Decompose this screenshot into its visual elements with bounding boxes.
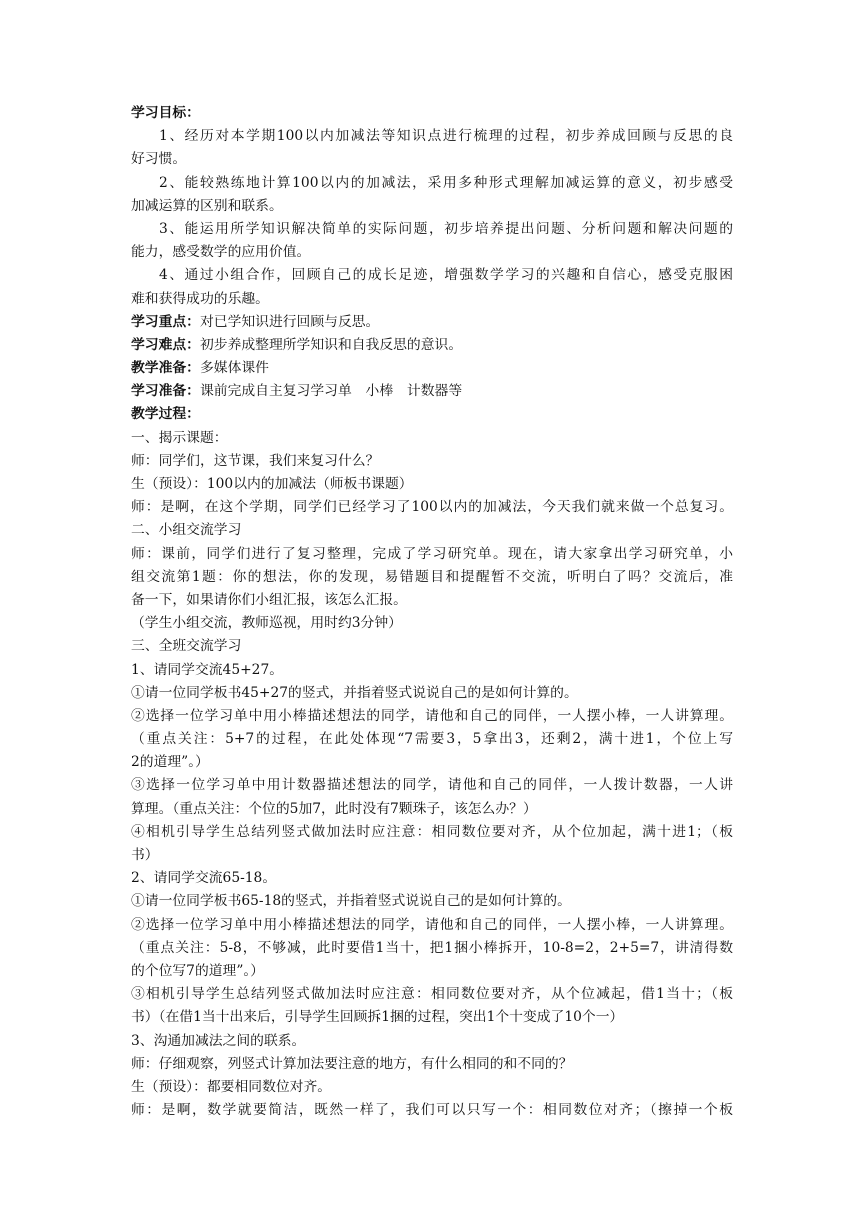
part-1-line-7: ④相机引导学生总结列竖式做加法时应注意：相同数位要对齐，从个位加起，满十进1；（板 bbox=[131, 823, 733, 840]
part-1-line-1: ①请一位同学板书45+27的竖式，并指着竖式说说自己的是如何计算的。 bbox=[131, 684, 578, 701]
process-heading: 教学过程： bbox=[131, 406, 200, 423]
goal-2-line-2: 加减运算的区别和联系。 bbox=[131, 197, 283, 214]
difficulty-row bbox=[131, 334, 733, 357]
part-3-line-3: 师：是啊，数学就要简洁，既然一样了，我们可以只写一个：相同数位对齐；（擦掉一个板 bbox=[131, 1102, 733, 1119]
part-1-title: 1、请同学交流45+27。 bbox=[131, 661, 284, 678]
section-2-line-2: 组交流第1题：你的想法，你的发现，易错题目和提醒暂不交流，听明白了吗？交流后，准 bbox=[131, 568, 733, 585]
study-prep-label: 学习准备： bbox=[131, 383, 200, 400]
part-1-line-4: 2的道理”。） bbox=[131, 754, 209, 771]
part-1-line-5: ③选择一位学习单中用计数器描述想法的同学，请他和自己的同伴，一人拨计数器，一人讲 bbox=[131, 777, 733, 794]
section-3-title: 三、全班交流学习 bbox=[131, 638, 242, 655]
part-3-line-1: 师：仔细观察，列竖式计算加法要注意的地方，有什么相同的和不同的？ bbox=[131, 1055, 573, 1072]
part-2-line-4: 的个位写7的道理”。） bbox=[131, 962, 265, 979]
section-2-line-3: 备一下，如果请你们小组汇报，该怎么汇报。 bbox=[131, 591, 407, 608]
goal-4-line-1: 4、通过小组合作，回顾自己的成长足迹，增强数学学习的兴趣和自信心，感受克服困 bbox=[159, 267, 733, 284]
lesson-plan-body bbox=[131, 102, 733, 1122]
part-2-line-3: （重点关注：5-8，不够减，此时要借1当十，把1捆小棒拆开，10-8=2，2+5=7，讲清得数 bbox=[131, 939, 733, 956]
key-point-text: 对已学知识进行回顾与反思。 bbox=[199, 313, 380, 330]
teaching-prep-text: 多媒体课件 bbox=[199, 360, 269, 377]
teaching-prep-label: 教学准备： bbox=[131, 360, 200, 377]
part-1-line-8: 书） bbox=[131, 847, 159, 863]
section-2-title: 二、小组交流学习 bbox=[131, 522, 242, 539]
goal-4-line-2: 难和获得成功的乐趣。 bbox=[131, 290, 269, 307]
part-3-title: 3、沟通加减法之间的联系。 bbox=[131, 1032, 306, 1049]
part-2-line-6: 书）（在借1当十出来后，引导学生回顾拆1捆的过程，突出1个十变成了10个一） bbox=[131, 1009, 624, 1026]
part-2-line-5: ③相机引导学生总结列竖式做加法时应注意：相同数位要对齐，从个位减起，借1当十；（板 bbox=[131, 986, 733, 1003]
teaching-prep-row bbox=[131, 357, 733, 380]
section-2-line-4: （学生小组交流，教师巡视，用时约3分钟） bbox=[131, 615, 402, 632]
key-point-row bbox=[131, 311, 733, 334]
difficulty-label: 学习难点： bbox=[131, 336, 200, 353]
part-2-line-2: ②选择一位学习单中用小棒描述想法的同学，请他和自己的同伴，一人摆小棒，一人讲算理。 bbox=[131, 916, 733, 933]
part-2-title: 2、请同学交流65-18。 bbox=[131, 870, 277, 887]
section-1-line-2: 生（预设）：100以内的加减法（师板书课题） bbox=[131, 476, 413, 492]
part-3-line-2: 生（预设）：都要相同数位对齐。 bbox=[131, 1078, 332, 1095]
part-1-line-6: 算理。（重点关注：个位的5加7，此时没有7颗珠子，该怎么办？） bbox=[131, 800, 537, 817]
goal-1-line-1: 1、经历对本学期100以内加减法等知识点进行梳理的过程，初步养成回顾与反思的良 bbox=[159, 128, 733, 145]
key-point-label: 学习重点： bbox=[131, 313, 200, 330]
goal-1-line-2: 好习惯。 bbox=[131, 151, 187, 168]
study-prep-text: 课前完成自主复习学习单 小棒 计数器等 bbox=[199, 383, 463, 400]
section-1-title: 一、揭示课题： bbox=[131, 429, 228, 446]
part-1-line-2: ②选择一位学习单中用小棒描述想法的同学，请他和自己的同伴，一人摆小棒，一人讲算理。 bbox=[131, 707, 733, 724]
part-2-line-1: ①请一位同学板书65-18的竖式，并指着竖式说说自己的是如何计算的。 bbox=[131, 893, 571, 910]
section-2-line-1: 师：课前，同学们进行了复习整理，完成了学习研究单。现在，请大家拿出学习研究单，小 bbox=[131, 545, 733, 562]
study-prep-row bbox=[131, 380, 733, 403]
difficulty-text: 初步养成整理所学知识和自我反思的意识。 bbox=[199, 336, 463, 353]
section-1-line-1: 师：同学们，这节课，我们来复习什么？ bbox=[131, 452, 380, 469]
section-1-line-3: 师：是啊，在这个学期，同学们已经学习了100以内的加减法，今天我们就来做一个总复习。 bbox=[131, 499, 733, 516]
goal-2-line-1: 2、能较熟练地计算100以内的加减法，采用多种形式理解加减运算的意义，初步感受 bbox=[159, 174, 733, 191]
goal-3-line-1: 3、能运用所学知识解决简单的实际问题，初步培养提出问题、分析问题和解决问题的 bbox=[159, 220, 733, 237]
part-1-line-3: （重点关注：5+7的过程，在此处体现“7需要3，5拿出3，还剩2，满十进1，个位上写 bbox=[131, 731, 733, 748]
goals-heading: 学习目标： bbox=[131, 105, 200, 121]
goal-3-line-2: 能力，感受数学的应用价值。 bbox=[131, 244, 311, 261]
